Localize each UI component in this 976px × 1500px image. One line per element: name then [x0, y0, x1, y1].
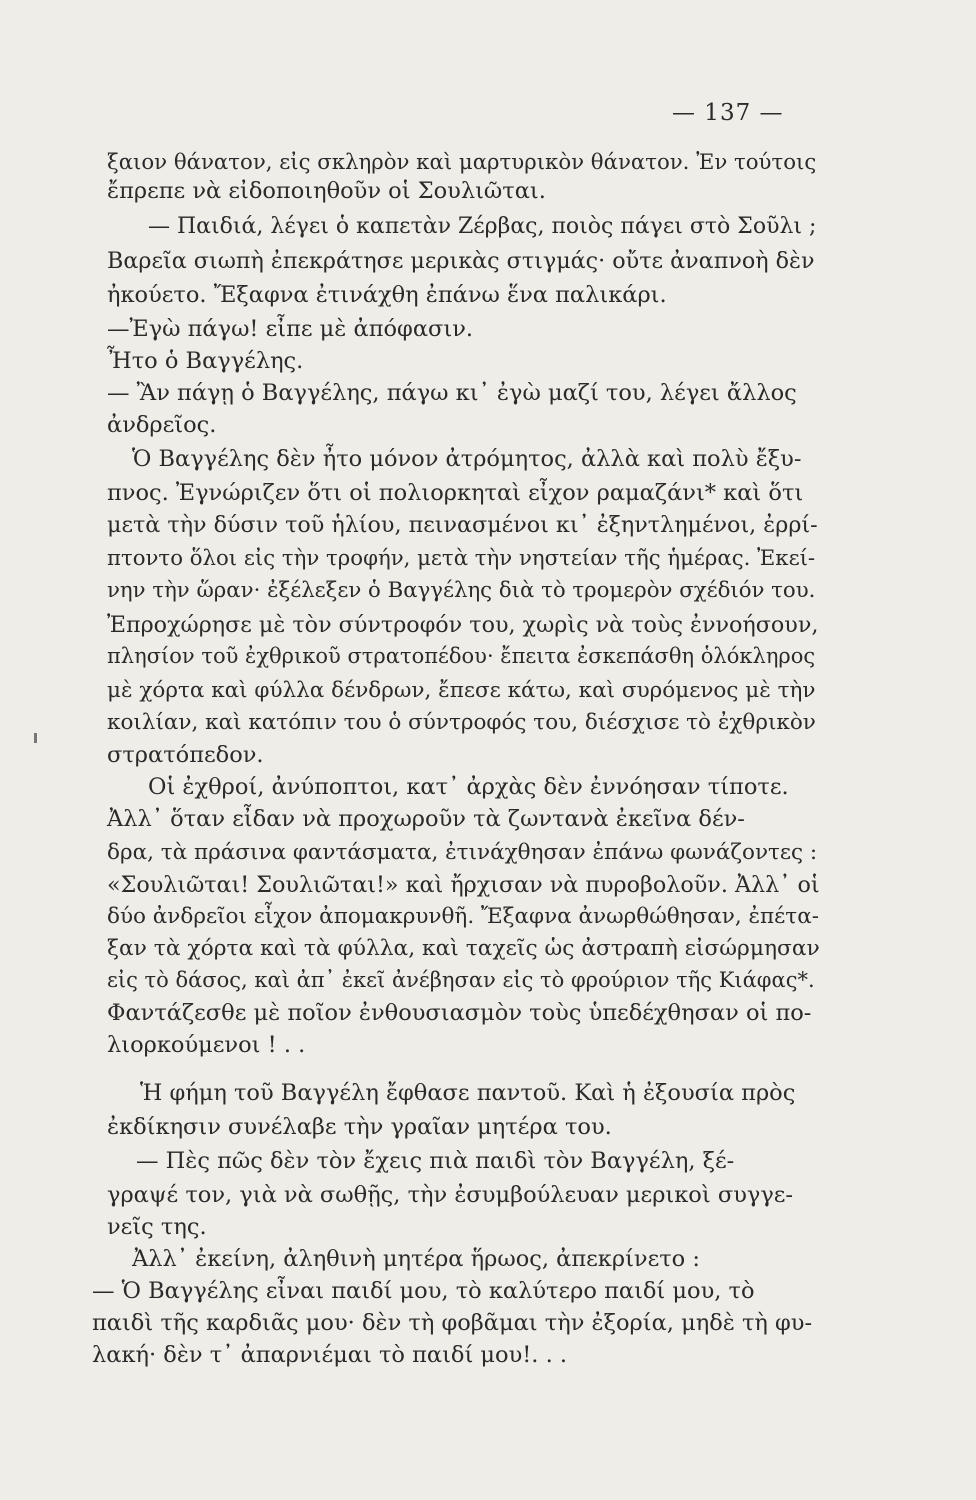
- text-line: λακή· δὲν τ᾿ ἀπαρνιέμαι τὸ παιδί μου!. . .: [92, 1342, 568, 1368]
- text-line: — Ἂν πάγῃ ὁ Βαγγέλης, πάγω κι᾿ ἐγὼ μαζί του, λέγει ἄλλος: [107, 380, 797, 406]
- text-line: Ἀλλ᾿ ἐκείνη, ἀληθινὴ μητέρα ἥρωος, ἀπεκρίνετο :: [132, 1246, 700, 1272]
- margin-mark: [34, 733, 37, 743]
- text-line: Ἐπροχώρησε μὲ τὸν σύντροφόν του, χωρὶς νὰ τοὺς ἐννοήσουν,: [107, 612, 819, 638]
- text-line: πτοντο ὅλοι εἰς τὴν τροφήν, μετὰ τὴν νηστείαν τῆς ἡμέρας. Ἐκεί-: [107, 546, 816, 571]
- text-line: παιδὶ τῆς καρδιᾶς μου· δὲν τὴ φοβᾶμαι τὴν ἐξορία, μηδὲ τὴ φυ-: [92, 1310, 813, 1336]
- text-line: γραψέ τον, γιὰ νὰ σωθῇς, τὴν ἐσυμβούλευαν μερικοὶ συγγε-: [107, 1182, 794, 1208]
- text-line: νεῖς της.: [107, 1214, 207, 1240]
- text-line: ἔπρεπε νὰ εἰδοποιηθοῦν οἱ Σουλιῶται.: [107, 178, 546, 204]
- text-line: Βαρεῖα σιωπὴ ἐπεκράτησε μερικὰς στιγμάς· οὔτε ἀναπνοὴ δὲν: [107, 248, 815, 274]
- text-line: πνος. Ἐγνώριζεν ὅτι οἱ πολιορκηταὶ εἶχον ραμαζάνι* καὶ ὅτι: [107, 480, 804, 506]
- text-line: Φαντάζεσθε μὲ ποῖον ἐνθουσιασμὸν τοὺς ὑπεδέχθησαν οἱ πο-: [107, 1000, 812, 1026]
- text-line: ξαν τὰ χόρτα καὶ τὰ φύλλα, καὶ ταχεῖς ὡς ἀστραπὴ εἰσώρμησαν: [107, 936, 820, 961]
- text-line: Ἦτο ὁ Βαγγέλης.: [107, 348, 304, 374]
- text-line: —Ἐγὼ πάγω! εἶπε μὲ ἀπόφασιν.: [107, 316, 474, 342]
- text-line: ἀνδρεῖος.: [107, 412, 217, 438]
- text-line: δρα, τὰ πράσινα φαντάσματα, ἐτινάχθησαν ἐπάνω φωνάζοντες :: [107, 840, 818, 865]
- text-line: Οἱ ἐχθροί, ἀνύποπτοι, κατ᾿ ἀρχὰς δὲν ἐννόησαν τίποτε.: [148, 774, 789, 800]
- text-line: «Σουλιῶται! Σουλιῶται!» καὶ ἤρχισαν νὰ πυροβολοῦν. Ἀλλ᾿ οἱ: [107, 872, 820, 898]
- text-line: — Πὲς πῶς δὲν τὸν ἔχεις πιὰ παιδὶ τὸν Βαγγέλη, ξέ-: [136, 1148, 735, 1174]
- text-line: μετὰ τὴν δύσιν τοῦ ἡλίου, πεινασμένοι κι᾿ ἐξηντλημένοι, ἐρρί-: [107, 512, 818, 538]
- text-line: ἐκδίκησιν συνέλαβε τὴν γραῖαν μητέρα του.: [107, 1114, 612, 1140]
- page-number: — 137 —: [672, 100, 784, 126]
- text-line: — Ὁ Βαγγέλης εἶναι παιδί μου, τὸ καλύτερο παιδί μου, τὸ: [92, 1278, 755, 1304]
- text-line: στρατόπεδον.: [107, 742, 264, 768]
- text-line: δύο ἀνδρεῖοι εἶχον ἀπομακρυνθῆ. Ἔξαφνα ἀνωρθώθησαν, ἐπέτα-: [107, 904, 819, 929]
- text-line: Ἡ φήμη τοῦ Βαγγέλη ἔφθασε παντοῦ. Καὶ ἡ ἐξουσία πρὸς: [140, 1080, 796, 1106]
- text-line: πλησίον τοῦ ἐχθρικοῦ στρατοπέδου· ἔπειτα ἐσκεπάσθη ὁλόκληρος: [107, 644, 816, 668]
- text-line: εἰς τὸ δάσος, καὶ ἀπ᾿ ἐκεῖ ἀνέβησαν εἰς τὸ φρούριον τῆς Κιάφας*.: [107, 968, 815, 992]
- text-line: λιορκούμενοι ! . .: [107, 1032, 306, 1058]
- text-line: Ὁ Βαγγέλης δὲν ἦτο μόνον ἀτρόμητος, ἀλλὰ καὶ πολὺ ἔξυ-: [132, 446, 802, 472]
- text-line: νην τὴν ὥραν· ἐξέλεξεν ὁ Βαγγέλης διὰ τὸ τρομερὸν σχέδιόν του.: [107, 578, 816, 603]
- text-line: μὲ χόρτα καὶ φύλλα δένδρων, ἔπεσε κάτω, καὶ συρόμενος μὲ τὴν: [107, 678, 816, 703]
- text-line: — Παιδιά, λέγει ὁ καπετὰν Ζέρβας, ποιὸς πάγει στὸ Σοῦλι ;: [148, 214, 817, 239]
- text-line: Ἀλλ᾿ ὅταν εἶδαν νὰ προχωροῦν τὰ ζωντανὰ ἐκεῖνα δέν-: [107, 806, 745, 832]
- text-line: ἠκούετο. Ἔξαφνα ἐτινάχθη ἐπάνω ἕνα παλικάρι.: [107, 282, 667, 308]
- text-line: ξαιον θάνατον, εἰς σκληρὸν καὶ μαρτυρικὸν θάνατον. Ἐν τούτοις: [107, 150, 817, 175]
- text-line: κοιλίαν, καὶ κατόπιν του ὁ σύντροφός του, διέσχισε τὸ ἐχθρικὸν: [107, 710, 816, 735]
